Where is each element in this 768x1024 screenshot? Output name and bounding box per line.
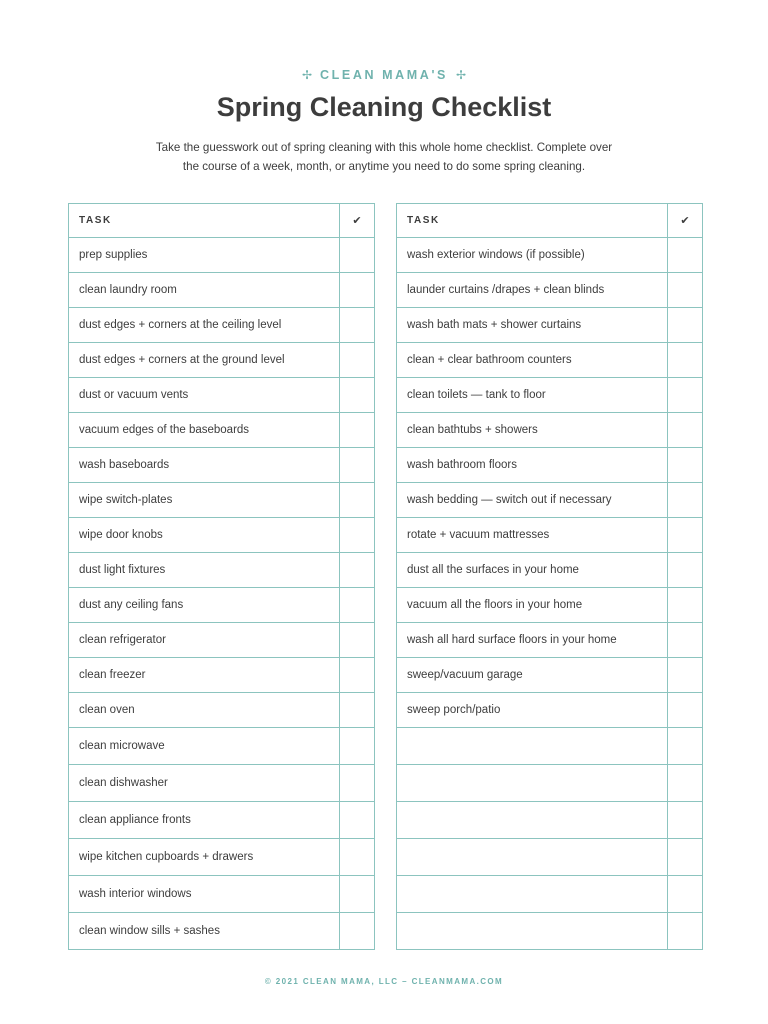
task-cell: dust any ceiling fans [69, 588, 340, 623]
task-cell: clean refrigerator [69, 623, 340, 658]
checkbox-cell[interactable] [340, 518, 375, 553]
checkbox-cell[interactable] [668, 413, 703, 448]
task-cell: clean window sills + sashes [69, 913, 340, 950]
task-cell: wash bathroom floors [397, 448, 668, 483]
checkbox-cell[interactable] [340, 623, 375, 658]
table-row [397, 553, 703, 588]
intro-line: Take the guesswork out of spring cleaning with this whole home checklist. Complete over [155, 141, 613, 154]
task-cell [397, 913, 668, 950]
task-cell: wash baseboards [69, 448, 340, 483]
checkbox-cell[interactable] [340, 448, 375, 483]
task-cell: sweep porch/patio [397, 693, 668, 728]
table-row [397, 693, 703, 728]
table-row [69, 623, 375, 658]
brand-header [0, 67, 768, 83]
checkbox-cell[interactable] [340, 273, 375, 308]
task-cell: clean + clear bathroom counters [397, 343, 668, 378]
checkbox-cell[interactable] [668, 588, 703, 623]
checkbox-cell[interactable] [340, 553, 375, 588]
table-row [69, 765, 375, 802]
table-row [69, 553, 375, 588]
task-column-header: TASK [69, 204, 340, 238]
footer-copyright: © 2021 CLEAN MAMA, LLC – CLEANMAMA.COM [264, 977, 504, 986]
table-row [69, 273, 375, 308]
table-row [397, 448, 703, 483]
checkbox-cell[interactable] [340, 413, 375, 448]
table-row [69, 658, 375, 693]
ornament-icon: ✢ [301, 68, 313, 82]
task-cell: rotate + vacuum mattresses [397, 518, 668, 553]
task-cell: vacuum all the floors in your home [397, 588, 668, 623]
task-cell: wash all hard surface floors in your home [397, 623, 668, 658]
task-cell: wash bedding — switch out if necessary [397, 483, 668, 518]
task-column-header: TASK [397, 204, 668, 238]
table-row [69, 308, 375, 343]
table-row [397, 728, 703, 765]
checkbox-cell[interactable] [668, 658, 703, 693]
table-row [397, 623, 703, 658]
table-header-row [69, 204, 375, 238]
checkbox-cell[interactable] [340, 588, 375, 623]
table-row [397, 413, 703, 448]
checkmark-icon: ✔ [668, 204, 703, 238]
table-row [397, 913, 703, 950]
checkbox-cell[interactable] [340, 876, 375, 913]
page-title: Spring Cleaning Checklist [216, 92, 552, 122]
task-cell [397, 839, 668, 876]
task-cell [397, 728, 668, 765]
checkbox-cell[interactable] [340, 728, 375, 765]
checkbox-cell[interactable] [668, 378, 703, 413]
task-cell: dust edges + corners at the ground level [69, 343, 340, 378]
task-cell: wash interior windows [69, 876, 340, 913]
checkmark-icon: ✔ [340, 204, 375, 238]
table-row [397, 658, 703, 693]
table-row [397, 483, 703, 518]
table-row [69, 343, 375, 378]
task-cell: clean microwave [69, 728, 340, 765]
table-row [397, 588, 703, 623]
table-row [69, 839, 375, 876]
checkbox-cell[interactable] [340, 765, 375, 802]
table-row [397, 238, 703, 273]
table-row [397, 765, 703, 802]
task-cell: launder curtains /drapes + clean blinds [397, 273, 668, 308]
task-cell: prep supplies [69, 238, 340, 273]
checkbox-cell[interactable] [668, 343, 703, 378]
intro-text [144, 138, 624, 176]
task-cell [397, 876, 668, 913]
table-row [69, 238, 375, 273]
checkbox-cell[interactable] [668, 765, 703, 802]
checkbox-cell[interactable] [340, 483, 375, 518]
table-row [397, 839, 703, 876]
checkbox-cell[interactable] [668, 273, 703, 308]
task-cell: wash exterior windows (if possible) [397, 238, 668, 273]
task-cell: wipe door knobs [69, 518, 340, 553]
table-row [69, 913, 375, 950]
table-row [69, 728, 375, 765]
task-cell: dust edges + corners at the ceiling level [69, 308, 340, 343]
checkbox-cell[interactable] [668, 693, 703, 728]
table-row [69, 413, 375, 448]
checkbox-cell[interactable] [668, 238, 703, 273]
table-row [69, 876, 375, 913]
ornament-icon: ✢ [455, 68, 467, 82]
checklist-table-right [396, 203, 703, 950]
checkbox-cell[interactable] [668, 308, 703, 343]
task-cell: wipe kitchen cupboards + drawers [69, 839, 340, 876]
task-cell: clean dishwasher [69, 765, 340, 802]
checkbox-cell[interactable] [668, 483, 703, 518]
checkbox-cell[interactable] [340, 343, 375, 378]
task-cell: vacuum edges of the baseboards [69, 413, 340, 448]
checkbox-cell[interactable] [668, 448, 703, 483]
task-cell: sweep/vacuum garage [397, 658, 668, 693]
checklist-body-right [397, 238, 703, 950]
checkbox-cell[interactable] [668, 623, 703, 658]
checkbox-cell[interactable] [668, 728, 703, 765]
table-header-row [397, 204, 703, 238]
task-cell [397, 802, 668, 839]
checkbox-cell[interactable] [668, 553, 703, 588]
checkbox-cell[interactable] [340, 658, 375, 693]
task-cell: clean bathtubs + showers [397, 413, 668, 448]
table-row [397, 343, 703, 378]
table-row [69, 518, 375, 553]
checkbox-cell[interactable] [668, 913, 703, 950]
task-cell: clean toilets — tank to floor [397, 378, 668, 413]
task-cell: clean appliance fronts [69, 802, 340, 839]
checkbox-cell[interactable] [340, 238, 375, 273]
brand-name: CLEAN MAMA'S [320, 68, 448, 82]
task-cell: wash bath mats + shower curtains [397, 308, 668, 343]
checkbox-cell[interactable] [340, 802, 375, 839]
checklist-body-left [69, 238, 375, 950]
checkbox-cell[interactable] [668, 876, 703, 913]
task-cell: wipe switch-plates [69, 483, 340, 518]
intro-line: the course of a week, month, or anytime you need to do some spring cleaning. [182, 160, 586, 173]
checklist-table-left [68, 203, 375, 950]
checkbox-cell[interactable] [340, 693, 375, 728]
table-row [69, 588, 375, 623]
checkbox-cell[interactable] [668, 802, 703, 839]
table-row [69, 483, 375, 518]
task-cell [397, 765, 668, 802]
checkbox-cell[interactable] [668, 518, 703, 553]
checkbox-cell[interactable] [340, 308, 375, 343]
task-cell: dust light fixtures [69, 553, 340, 588]
table-row [397, 273, 703, 308]
table-row [69, 802, 375, 839]
task-cell: dust or vacuum vents [69, 378, 340, 413]
table-row [69, 378, 375, 413]
table-row [397, 802, 703, 839]
table-row [69, 693, 375, 728]
table-row [397, 518, 703, 553]
table-row [397, 308, 703, 343]
task-cell: clean freezer [69, 658, 340, 693]
checkbox-cell[interactable] [340, 913, 375, 950]
table-row [397, 876, 703, 913]
checkbox-cell[interactable] [668, 839, 703, 876]
checkbox-cell[interactable] [340, 378, 375, 413]
task-cell: clean laundry room [69, 273, 340, 308]
table-row [397, 378, 703, 413]
task-cell: dust all the surfaces in your home [397, 553, 668, 588]
task-cell: clean oven [69, 693, 340, 728]
checkbox-cell[interactable] [340, 839, 375, 876]
table-row [69, 448, 375, 483]
